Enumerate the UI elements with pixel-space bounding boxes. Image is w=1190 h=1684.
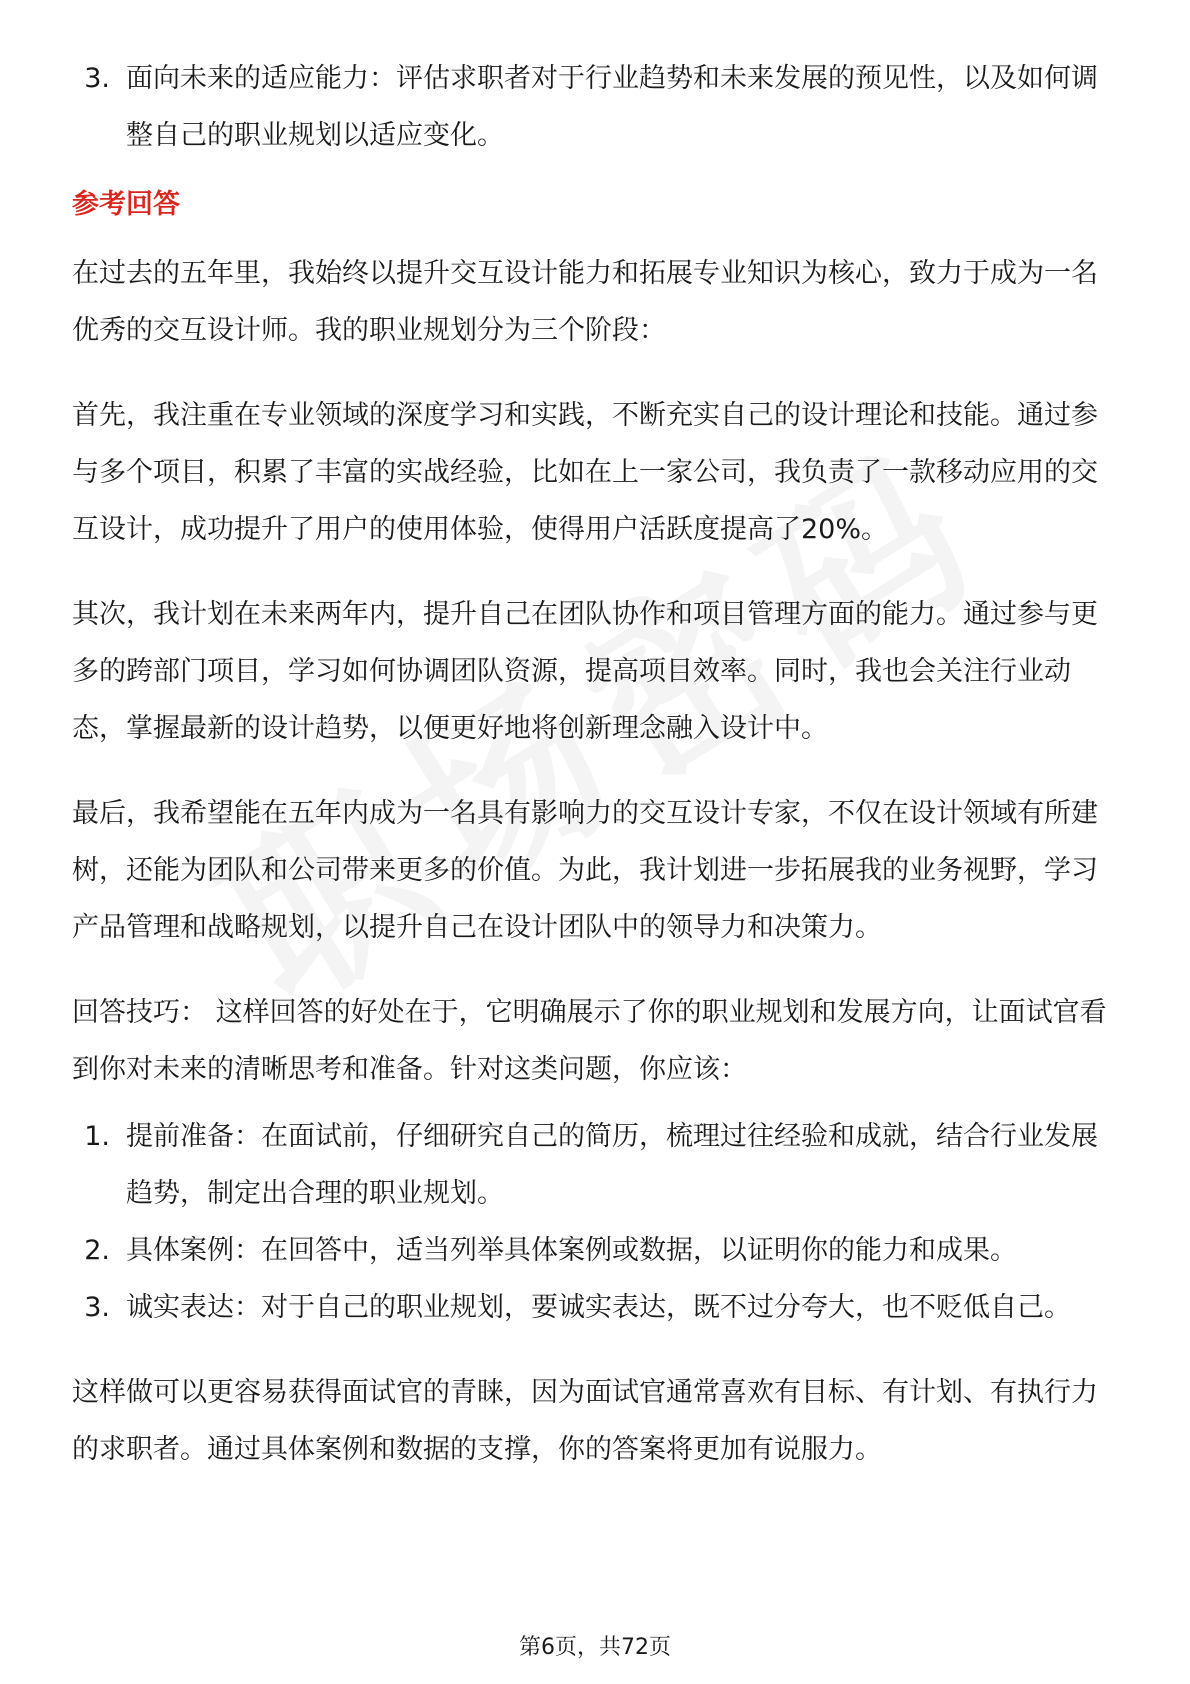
list-text: 诚实表达：对于自己的职业规划，要诚实表达，既不过分夸大，也不贬低自己。: [126, 1292, 1071, 1323]
paragraph-first: 首先，我注重在专业领域的深度学习和实践，不断充实自己的设计理论和技能。通过参与多个项目，积累了丰富的实战经验，比如在上一家公司，我负责了一款移动应用的交互设计，成功提升了用户的使用体验，使得用户活跃度提高了20%。: [72, 400, 1098, 545]
list-text: 具体案例：在回答中，适当列举具体案例或数据，以证明你的能力和成果。: [126, 1235, 1017, 1266]
paragraph-intro: 在过去的五年里，我始终以提升交互设计能力和拓展专业知识为核心，致力于成为一名优秀的交互设计师。我的职业规划分为三个阶段：: [72, 258, 1098, 346]
top-list: [72, 50, 1122, 164]
list-item: [72, 1108, 1122, 1222]
list-item: [72, 1279, 1122, 1336]
paragraph-closing: 这样做可以更容易获得面试官的青睐，因为面试官通常喜欢有目标、有计划、有执行力的求职者。通过具体案例和数据的支撑，你的答案将更加有说服力。: [72, 1377, 1098, 1465]
page-content: [72, 50, 1122, 1506]
section-heading: 参考回答: [72, 189, 180, 220]
list-text: 面向未来的适应能力：评估求职者对于行业趋势和未来发展的预见性，以及如何调整自己的职业规划以适应变化。: [126, 63, 1098, 151]
page-number: 第6页，共72页: [519, 1635, 671, 1660]
paragraph-tips-intro: 回答技巧： 这样回答的好处在于，它明确展示了你的职业规划和发展方向，让面试官看到你对未来的清晰思考和准备。针对这类问题，你应该：: [72, 997, 1107, 1085]
paragraph-second: 其次，我计划在未来两年内，提升自己在团队协作和项目管理方面的能力。通过参与更多的跨部门项目，学习如何协调团队资源，提高项目效率。同时，我也会关注行业动态，掌握最新的设计趋势，以便更好地将创新理念融入设计中。: [72, 599, 1098, 744]
list-number: 1.: [84, 1121, 110, 1152]
list-number: 2.: [84, 1235, 110, 1266]
list-text: 提前准备：在面试前，仔细研究自己的简历，梳理过往经验和成就，结合行业发展趋势，制定出合理的职业规划。: [126, 1121, 1098, 1209]
list-number: 3.: [84, 63, 110, 94]
list-item: [72, 50, 1122, 164]
list-item: [72, 1222, 1122, 1279]
tips-list: [72, 1108, 1122, 1336]
list-number: 3.: [84, 1292, 110, 1323]
paragraph-last: 最后，我希望能在五年内成为一名具有影响力的交互设计专家，不仅在设计领域有所建树，还能为团队和公司带来更多的价值。为此，我计划进一步拓展我的业务视野，学习产品管理和战略规划，以提升自己在设计团队中的领导力和决策力。: [72, 798, 1098, 943]
